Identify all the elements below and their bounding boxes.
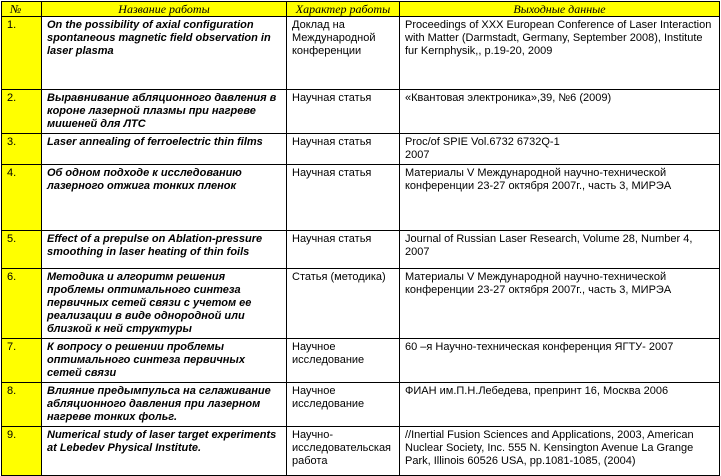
work-title: К вопросу о решении проблемы оптимального синтеза первичных сетей связи [42,339,287,383]
work-type: Научное исследование [287,339,400,383]
work-type: Научная статья [287,165,400,231]
work-type: Доклад на Международной конференции [287,17,400,90]
header-num: № [2,2,42,17]
row-number: 7. [2,339,42,383]
table-row [2,231,720,269]
output-data: «Квантовая электроника»,39, №6 (2009) [400,90,720,134]
table-row [2,134,720,165]
table-row [2,90,720,134]
row-number: 9. [2,427,42,476]
work-title: Методика и алгоритм решения проблемы оптимального синтеза первичных сетей связи с учетом ее реализации в виде однородной или близкой к ней структуры [42,269,287,339]
work-title: Effect of a prepulse on Ablation-pressure smoothing in laser heating of thin foils [42,231,287,269]
work-type: Научная статья [287,231,400,269]
work-title: On the possibility of axial configuration spontaneous magnetic field observation in laser plasma [42,17,287,90]
row-number: 3. [2,134,42,165]
work-type: Научная статья [287,90,400,134]
row-number: 2. [2,90,42,134]
work-title: Об одном подходе к исследованию лазерного отжига тонких пленок [42,165,287,231]
output-data: ФИАН им.П.Н.Лебедева, препринт 16, Москва 2006 [400,383,720,427]
output-data: Journal of Russian Laser Research, Volume 28, Number 4, 2007 [400,231,720,269]
table-row [2,269,720,339]
work-title: Numerical study of laser target experiments at Lebedev Physical Institute. [42,427,287,476]
row-number: 1. [2,17,42,90]
row-number: 6. [2,269,42,339]
work-type: Научная статья [287,134,400,165]
work-type: Статья (методика) [287,269,400,339]
work-type: Научно-исследовательская работа [287,427,400,476]
row-number: 5. [2,231,42,269]
output-data: Proceedings of XXX European Conference of Laser Interaction with Matter (Darmstadt, Germany, September 2008), Institute fur Kernphysik,, p.19-20, 2009 [400,17,720,90]
output-data: Proc/of SPIE Vol.6732 6732Q-1 2007 [400,134,720,165]
row-number: 4. [2,165,42,231]
row-number: 8. [2,383,42,427]
work-title: Laser annealing of ferroelectric thin films [42,134,287,165]
header-type: Характер работы [287,2,400,17]
header-output: Выходные данные [400,2,720,17]
work-title: Выравнивание абляционного давления в короне лазерной плазмы при нагреве мишеней для ЛТС [42,90,287,134]
header-row [2,2,720,17]
output-data: //Inertial Fusion Sciences and Applications, 2003, American Nuclear Society, Inc. 555 N. Kensington Avenue La Grange Park, Illinois 60526 USA, pp.1081-1085, (2004) [400,427,720,476]
output-data: Материалы V Международной научно-технической конференции 23-27 октября 2007г., часть 3, МИРЭА [400,269,720,339]
table-row [2,165,720,231]
table-row [2,427,720,476]
work-type: Научное исследование [287,383,400,427]
output-data: 60 –я Научно-техническая конференция ЯГТУ- 2007 [400,339,720,383]
table-row [2,383,720,427]
table-row [2,17,720,90]
table-row [2,339,720,383]
output-data: Материалы V Международной научно-технической конференции 23-27 октября 2007г., часть 3, МИРЭА [400,165,720,231]
work-title: Влияние предымпульса на сглаживание абляционного давления при лазерном нагреве тонких фольг. [42,383,287,427]
publications-table [1,1,720,476]
header-title: Название работы [42,2,287,17]
